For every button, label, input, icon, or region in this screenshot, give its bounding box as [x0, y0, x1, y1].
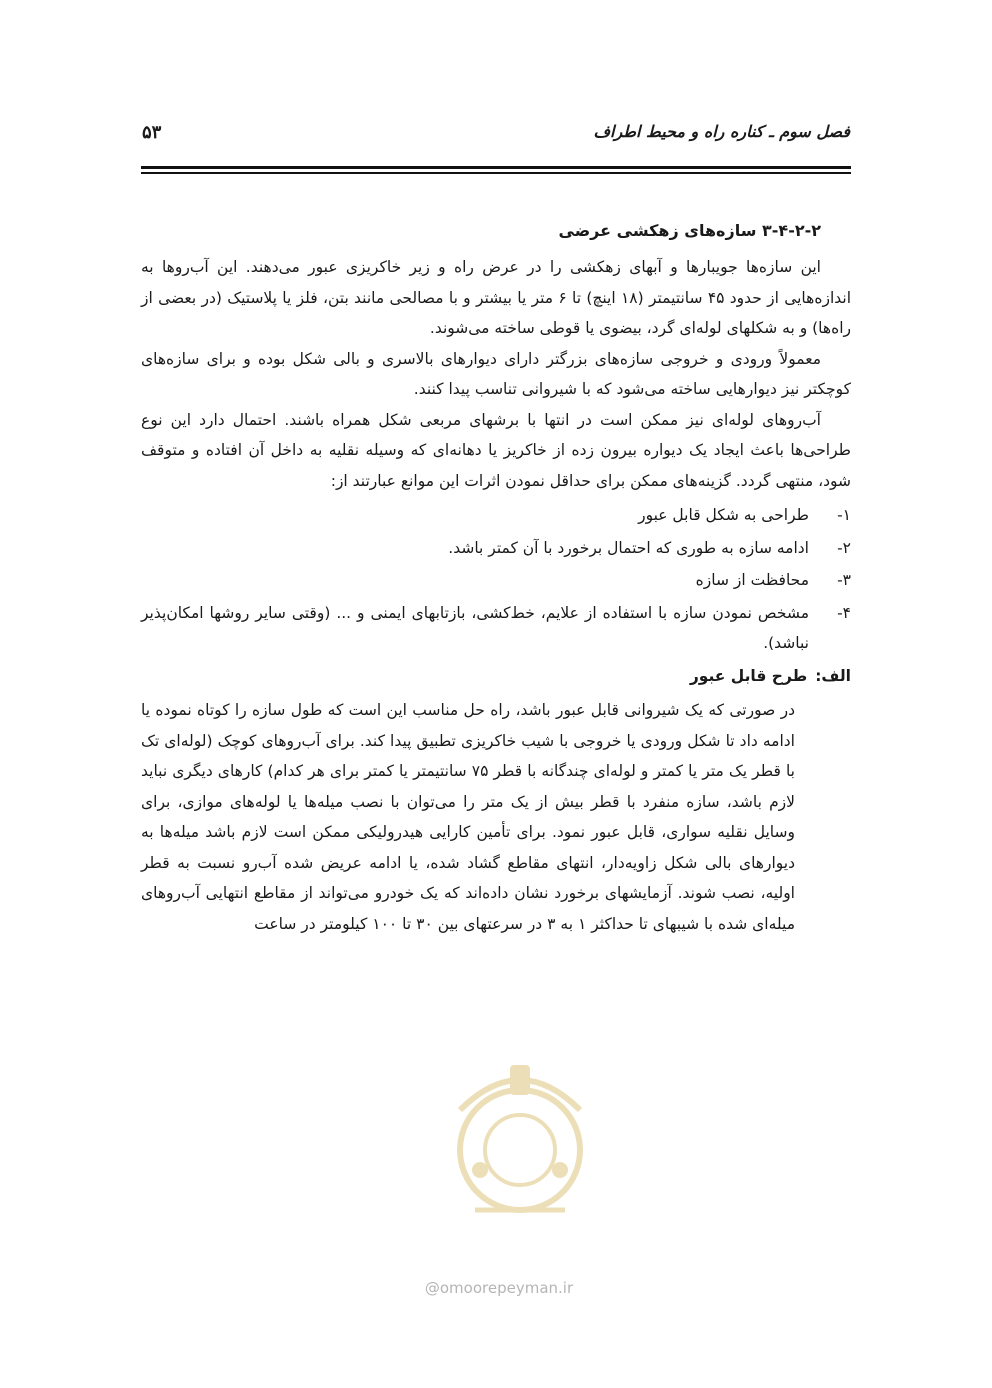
section-title: ۳-۴-۲-۲ سازه‌های زهکشی عرضی	[558, 221, 821, 240]
subsection-label: الف:	[815, 666, 851, 685]
list-text: محافظت از سازه	[695, 571, 809, 589]
list-item	[141, 533, 851, 564]
paragraph: آب‌روهای لوله‌ای نیز ممکن است در انتها با برشهای مربعی شکل همراه باشند. احتمال دارد این نوع طراحی‌ها باعث ایجاد یک دیواره بیرون زده از خاکریز یا دهانه‌ای که وسیله نقلیه به داخل آن افتاده و متوقف شود، منتهی گردد. گزینه‌های ممکن برای حداقل نمودن اثرات این موانع عبارتند از:	[141, 410, 851, 490]
list-item	[141, 598, 851, 659]
list-item	[141, 500, 851, 531]
subsection-heading	[141, 661, 851, 692]
paragraph: این سازه‌ها جویبارها و آبهای زهکشی را در عرض راه و زیر خاکریزی عبور می‌دهند. این آب‌روها به اندازه‌هایی از حدود ۴۵ سانتیمتر (۱۸ اینچ) تا ۶ متر یا بیشتر و با مصالحی مانند بتن، فلز یا پلاستیک (در بعضی از راه‌ها) و به شکلهای لوله‌ای گرد، بیضوی یا قوطی ساخته می‌شوند.	[141, 258, 852, 337]
list-number: ۳-	[837, 571, 851, 589]
options-list	[141, 500, 851, 659]
header-rule-thin	[141, 172, 851, 174]
list-item	[141, 565, 851, 596]
page-number: ۵۳	[142, 122, 162, 143]
page-header	[142, 122, 850, 152]
list-text: طراحی به شکل قابل عبور	[638, 506, 809, 524]
website-watermark: @omoorepeyman.ir	[424, 1279, 574, 1297]
paragraph: معمولاً ورودی و خروجی سازه‌های بزرگتر دارای دیوارهای بالاسری و بالی شکل بوده و برای سازه‌های کوچکتر نیز دیوارهایی ساخته می‌شود که با شیروانی تناسب پیدا کنند.	[141, 349, 851, 398]
list-text: مشخص نمودن سازه با استفاده از علایم، خط‌کشی، بازتابهای ایمنی و ... (وقتی سایر روشها امکان‌پذیر نباشد).	[141, 603, 809, 652]
watermark-seal-icon	[420, 1040, 620, 1230]
header-rule-thick	[141, 166, 851, 169]
subsection-title: طرح قابل عبور	[689, 666, 808, 685]
list-text: ادامه سازه به طوری که احتمال برخورد با آن کمتر باشد.	[448, 538, 809, 557]
list-number: ۱-	[837, 506, 851, 524]
list-number: ۲-	[837, 538, 851, 557]
chapter-title: فصل سوم ـ کناره راه و محیط اطراف	[593, 122, 850, 141]
page-body	[141, 214, 851, 939]
list-number: ۴-	[837, 603, 851, 622]
subsection-body: در صورتی که یک شیروانی قابل عبور باشد، راه حل مناسب این است که طول سازه را کوتاه نموده یا ادامه داد تا شکل ورودی یا خروجی با شیب خاکریزی تطبیق پیدا کند. برای آب‌روهای کوچک (لوله‌ای تک با قطر یک متر یا کمتر و لوله‌ای چندگانه با قطر ۷۵ سانتیمتر یا کمتر برای هر کدام) کارهای دیگری نباید لازم باشد، سازه منفرد با قطر بیش از یک متر را می‌توان با نصب میله‌ها یا لوله‌های موازی، برای وسایل نقلیه سواری، قابل عبور نمود. برای تأمین کارایی هیدرولیکی ممکن است لازم باشد میله‌ها به دیوارهای بالی شکل زاویه‌دار، انتهای مقاطع گشاد شده، یا ادامه عریض شده آب‌رو نسبت به قطر اولیه، نصب شوند. آزمایشهای برخورد نشان داده‌اند که یک خودرو می‌تواند از مقاطع انتهایی آب‌روهای میله‌ای شده با شیبهای تا حداکثر ۱ به ۳ در سرعتهای بین ۳۰ تا ۱۰۰ کیلومتر در ساعت	[141, 701, 795, 933]
